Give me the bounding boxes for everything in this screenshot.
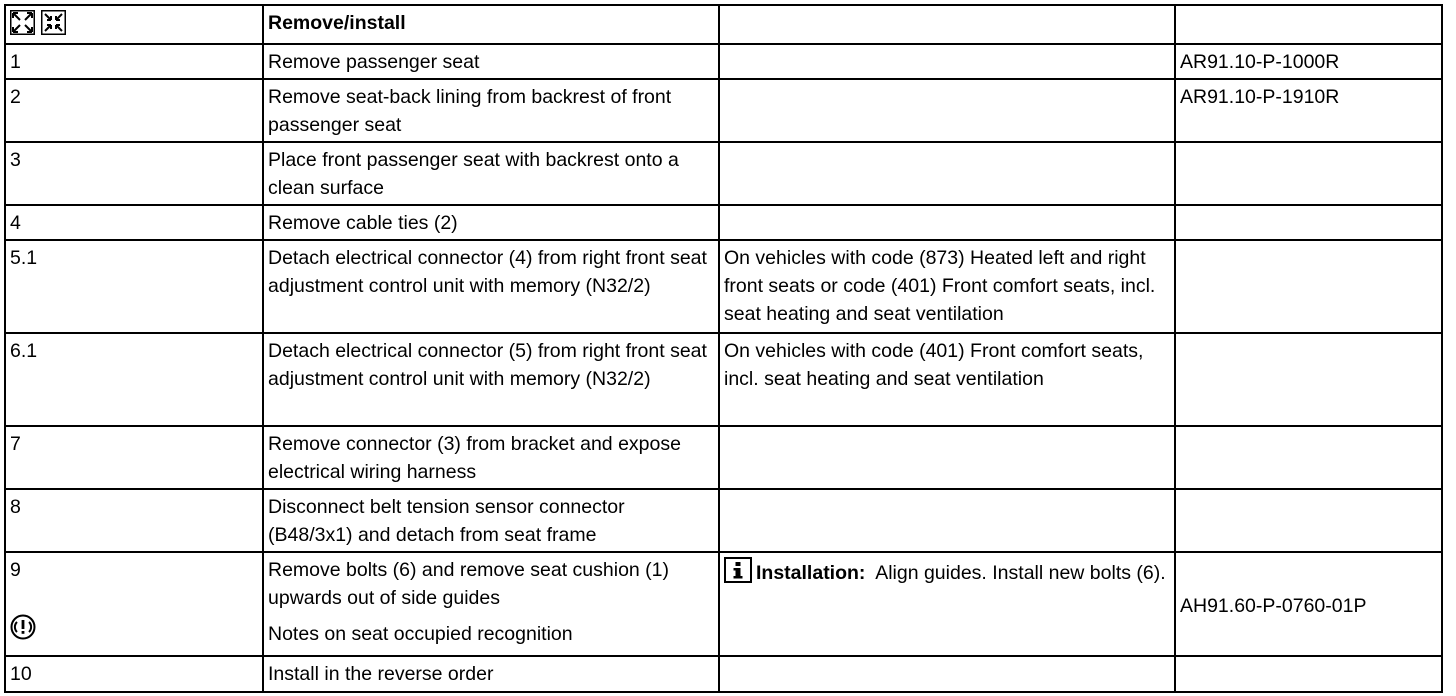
step-action: Remove cable ties (2): [263, 205, 719, 240]
step-reference-link[interactable]: AH91.60-P-0760-01P: [1180, 595, 1367, 617]
installation-label: Installation:: [756, 562, 866, 584]
step-number: 4: [5, 205, 263, 240]
step-condition: [719, 489, 1175, 552]
step-action: Detach electrical connector (5) from right front seat adjustment control unit with memory (N32/2): [263, 333, 719, 426]
table-row: [5, 240, 1442, 333]
note-circle-icon[interactable]: [10, 614, 36, 640]
step-condition: [719, 205, 1175, 240]
header-empty-cell: [719, 5, 1175, 44]
step-reference: [1175, 240, 1442, 333]
table-row: [5, 142, 1442, 205]
step-condition: [719, 426, 1175, 489]
step-action-cell: [263, 552, 719, 656]
table-row: [5, 656, 1442, 692]
step-reference-link[interactable]: AR91.10-P-1000R: [1175, 44, 1442, 79]
installation-text: Align guides. Install new bolts (6).: [875, 562, 1166, 584]
step-number: 10: [5, 656, 263, 692]
step-number: 5.1: [5, 240, 263, 333]
step-reference: [1175, 656, 1442, 692]
table-row: [5, 205, 1442, 240]
step-number: 3: [5, 142, 263, 205]
table-row: [5, 333, 1442, 426]
step-condition: On vehicles with code (401) Front comfort seats, incl. seat heating and seat ventilation: [719, 333, 1175, 426]
step-action: Remove passenger seat: [263, 44, 719, 79]
step-reference: [1175, 205, 1442, 240]
step-number: 7: [5, 426, 263, 489]
step-condition: On vehicles with code (873) Heated left and right front seats or code (401) Front comfort seats, incl. seat heating and seat ventilation: [719, 240, 1175, 333]
expand-icon[interactable]: [10, 10, 35, 35]
step-action: Remove seat-back lining from backrest of front passenger seat: [263, 79, 719, 142]
collapse-icon[interactable]: [41, 10, 66, 35]
table-row: [5, 489, 1442, 552]
installation-note-cell: [719, 552, 1175, 656]
step-condition: [719, 656, 1175, 692]
step-condition: [719, 44, 1175, 79]
step-reference-link[interactable]: AR91.10-P-1910R: [1175, 79, 1442, 142]
table-header-row: [5, 5, 1442, 44]
procedure-container: [4, 4, 1443, 693]
step-number: 8: [5, 489, 263, 552]
step-reference: [1175, 426, 1442, 489]
header-title: Remove/install: [263, 5, 719, 44]
header-empty-cell: [1175, 5, 1442, 44]
step-action: Remove connector (3) from bracket and expose electrical wiring harness: [263, 426, 719, 489]
step-number: 2: [5, 79, 263, 142]
step-action: Remove bolts (6) and remove seat cushion (1) upwards out of side guides: [268, 559, 670, 609]
step-reference: [1175, 489, 1442, 552]
step-action: Install in the reverse order: [263, 656, 719, 692]
step-number: 6.1: [5, 333, 263, 426]
step-number-cell: [5, 552, 263, 656]
table-row: [5, 426, 1442, 489]
table-row: [5, 552, 1442, 656]
note-link[interactable]: Notes on seat occupied recognition: [268, 623, 573, 645]
table-row: [5, 44, 1442, 79]
info-icon: [724, 557, 752, 583]
step-action: Disconnect belt tension sensor connector (B48/3x1) and detach from seat frame: [263, 489, 719, 552]
step-number: 1: [5, 44, 263, 79]
table-row: [5, 79, 1442, 142]
step-reference-cell: [1175, 552, 1442, 656]
step-action: Detach electrical connector (4) from right front seat adjustment control unit with memory (N32/2): [263, 240, 719, 333]
header-icons-cell: [5, 5, 263, 44]
step-action: Place front passenger seat with backrest onto a clean surface: [263, 142, 719, 205]
step-condition: [719, 142, 1175, 205]
step-reference: [1175, 333, 1442, 426]
procedure-table: [4, 4, 1443, 693]
step-reference: [1175, 142, 1442, 205]
step-number: 9: [10, 559, 21, 581]
step-condition: [719, 79, 1175, 142]
